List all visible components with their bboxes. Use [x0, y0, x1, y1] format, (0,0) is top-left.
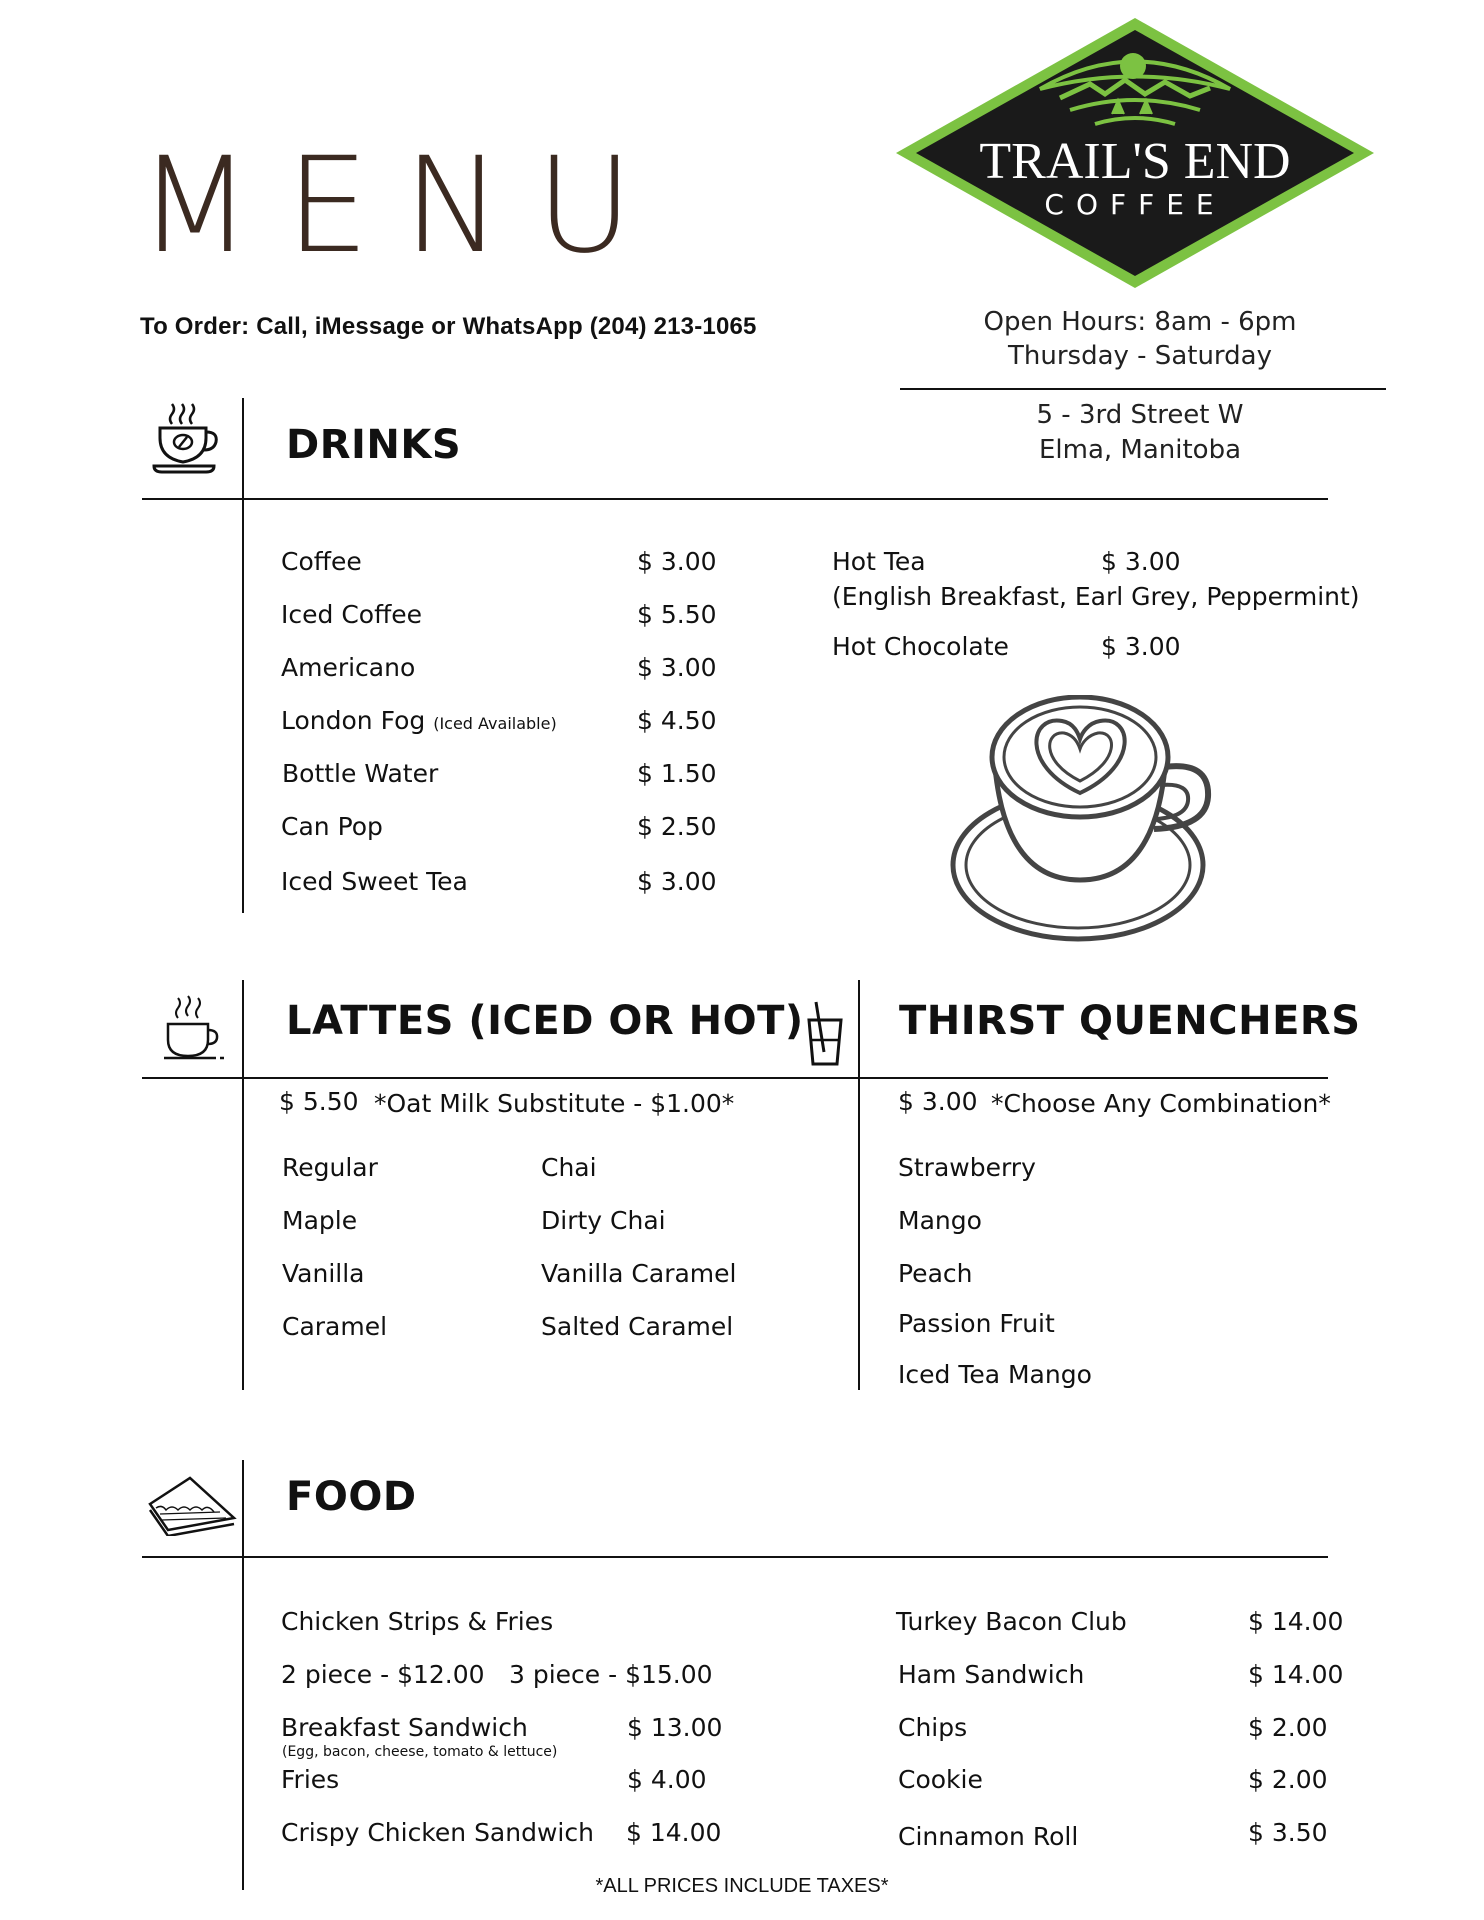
food-fries: Fries: [281, 1765, 340, 1794]
food-vertical-rule: [242, 1460, 244, 1890]
food-ham-sandwich: Ham Sandwich: [898, 1660, 1085, 1689]
food-two-piece: 2 piece - $12.00: [281, 1660, 485, 1689]
latte-dirty-chai: Dirty Chai: [541, 1206, 666, 1235]
food-three-piece: 3 piece - $15.00: [509, 1660, 713, 1689]
food-heading: FOOD: [286, 1474, 417, 1520]
food-ham-sandwich-price: $ 14.00: [1248, 1660, 1344, 1689]
latte-vanilla: Vanilla: [282, 1259, 365, 1288]
food-cookie: Cookie: [898, 1765, 983, 1794]
order-line: To Order: Call, iMessage or WhatsApp (204) 213-1065: [140, 313, 757, 340]
hours-divider: [900, 388, 1386, 390]
thirst-strawberry: Strawberry: [898, 1153, 1036, 1182]
drink-coffee-price: $ 3.00: [637, 547, 717, 576]
food-turkey-bacon-club-price: $ 14.00: [1248, 1607, 1344, 1636]
address-line-1: 5 - 3rd Street W: [1036, 400, 1244, 430]
thirst-peach: Peach: [898, 1259, 973, 1288]
lattes-vertical-rule: [242, 980, 244, 1390]
trails-end-logo: [890, 14, 1380, 292]
food-crispy-chicken-price: $ 14.00: [626, 1818, 722, 1847]
latte-regular: Regular: [282, 1153, 378, 1182]
drink-hot-tea-price: $ 3.00: [1101, 547, 1181, 576]
drink-london-fog-note: (Iced Available): [433, 714, 557, 733]
lattes-heading: LATTES (ICED OR HOT): [286, 998, 804, 1044]
menu-title: MENU: [138, 129, 667, 283]
thirst-mango: Mango: [898, 1206, 982, 1235]
drink-bottle-water: Bottle Water: [282, 759, 439, 788]
hours-line-2: Thursday - Saturday: [1008, 341, 1272, 371]
food-chips-price: $ 2.00: [1248, 1713, 1328, 1742]
food-cinnamon-roll-price: $ 3.50: [1248, 1818, 1328, 1847]
food-divider: [142, 1556, 1328, 1558]
iced-drink-icon: [806, 1000, 844, 1066]
latte-caramel: Caramel: [282, 1312, 388, 1341]
latte-chai: Chai: [541, 1153, 597, 1182]
drink-americano-price: $ 3.00: [637, 653, 717, 682]
thirst-note: *Choose Any Combination*: [991, 1089, 1331, 1118]
drink-london-fog-name: London Fog: [281, 706, 426, 735]
drink-iced-coffee-price: $ 5.50: [637, 600, 717, 629]
latte-salted-caramel: Salted Caramel: [541, 1312, 734, 1341]
drinks-heading: DRINKS: [286, 422, 462, 468]
steaming-mug-icon: [160, 994, 230, 1066]
drink-can-pop-price: $ 2.50: [637, 812, 717, 841]
drink-iced-coffee: Iced Coffee: [281, 600, 423, 629]
logo-sub: COFFEE: [1044, 188, 1226, 221]
food-cinnamon-roll: Cinnamon Roll: [898, 1822, 1079, 1851]
taxes-footnote: *ALL PRICES INCLUDE TAXES*: [595, 1875, 889, 1897]
latte-note: *Oat Milk Substitute - $1.00*: [374, 1089, 735, 1118]
address-line-2: Elma, Manitoba: [1038, 435, 1242, 465]
food-cookie-price: $ 2.00: [1248, 1765, 1328, 1794]
food-breakfast-sandwich: Breakfast Sandwich: [281, 1713, 528, 1742]
drink-americano: Americano: [281, 653, 416, 682]
food-fries-price: $ 4.00: [627, 1765, 707, 1794]
open-hours: [900, 305, 1380, 373]
food-breakfast-sandwich-note: (Egg, bacon, cheese, tomato & lettuce): [282, 1744, 558, 1760]
latte-price: $ 5.50: [279, 1087, 359, 1116]
drink-coffee: Coffee: [281, 547, 362, 576]
lattes-divider: [142, 1077, 1328, 1079]
thirst-passion-fruit: Passion Fruit: [898, 1309, 1055, 1338]
thirst-price: $ 3.00: [898, 1087, 978, 1116]
food-chips: Chips: [898, 1713, 968, 1742]
sandwich-icon: [146, 1474, 238, 1536]
drink-hot-tea-note: (English Breakfast, Earl Grey, Peppermint): [832, 582, 1360, 611]
drink-hot-tea: Hot Tea: [832, 547, 926, 576]
drink-can-pop: Can Pop: [281, 812, 383, 841]
food-chicken-strips: Chicken Strips & Fries: [281, 1607, 554, 1636]
latte-maple: Maple: [282, 1206, 358, 1235]
coffee-cup-icon: [150, 398, 230, 478]
drink-london-fog-price: $ 4.50: [637, 706, 717, 735]
lattes-thirst-divider: [858, 980, 860, 1390]
drinks-divider: [142, 498, 1328, 500]
hours-line-1: Open Hours: 8am - 6pm: [983, 307, 1297, 337]
food-turkey-bacon-club: Turkey Bacon Club: [896, 1607, 1127, 1636]
address: [900, 398, 1380, 468]
drinks-vertical-rule: [242, 398, 244, 913]
drink-iced-sweet-tea: Iced Sweet Tea: [281, 867, 468, 896]
latte-vanilla-caramel: Vanilla Caramel: [541, 1259, 737, 1288]
thirst-iced-tea-mango: Iced Tea Mango: [898, 1360, 1092, 1389]
logo-name: TRAIL'S END: [979, 133, 1291, 190]
food-crispy-chicken: Crispy Chicken Sandwich: [281, 1818, 594, 1847]
drink-london-fog: [281, 706, 557, 735]
food-breakfast-sandwich-price: $ 13.00: [627, 1713, 723, 1742]
drink-bottle-water-price: $ 1.50: [637, 759, 717, 788]
drink-hot-chocolate-price: $ 3.00: [1101, 632, 1181, 661]
thirst-heading: THIRST QUENCHERS: [899, 998, 1361, 1044]
latte-cup-illustration: [950, 695, 1220, 950]
drink-iced-sweet-tea-price: $ 3.00: [637, 867, 717, 896]
drink-hot-chocolate: Hot Chocolate: [832, 632, 1009, 661]
